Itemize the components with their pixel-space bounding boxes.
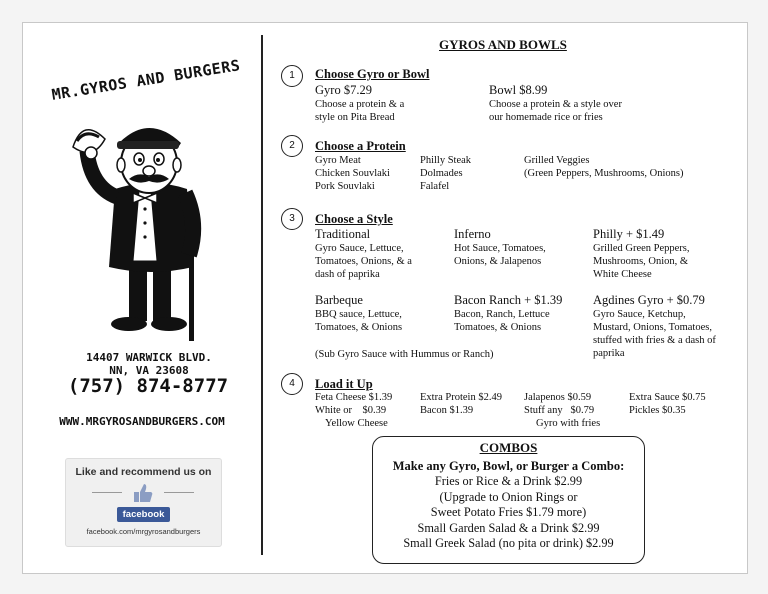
style-title: Barbeque: [315, 293, 363, 307]
style-desc: Tomatoes, & Onions: [315, 322, 403, 333]
protein-item: Falafel: [420, 181, 450, 192]
combos-title: COMBOS: [479, 440, 538, 455]
brand-logo-text: MR.GYROS AND BURGERS: [50, 56, 242, 104]
gyro-desc-1: Choose a protein & a: [315, 99, 405, 110]
style-title: Traditional: [315, 227, 371, 241]
style-desc: dash of paprika: [315, 269, 380, 280]
website-url: WWW.MRGYROSANDBURGERS.COM: [59, 415, 225, 428]
addon-item: Extra Sauce $0.75: [629, 392, 706, 403]
protein-item: Philly Steak: [420, 155, 472, 166]
style-title: Agdines Gyro + $0.79: [593, 293, 705, 307]
thumbs-up-icon: [132, 482, 154, 504]
step-1-heading: Choose Gyro or Bowl: [315, 67, 430, 81]
bowl-desc-2: our homemade rice or fries: [489, 112, 603, 123]
style-desc: paprika: [593, 348, 625, 359]
protein-item: Dolmades: [420, 168, 463, 179]
addon-item: Gyro with fries: [536, 418, 601, 429]
protein-item-note: (Green Peppers, Mushrooms, Onions): [524, 168, 684, 179]
protein-item: Grilled Veggies: [524, 155, 590, 166]
combo-line: Fries or Rice & a Drink $2.99: [434, 474, 583, 488]
style-desc: White Cheese: [593, 269, 652, 280]
facebook-button[interactable]: facebook: [117, 507, 171, 522]
combo-line: Small Garden Salad & a Drink $2.99: [417, 520, 600, 535]
menu-page: [22, 22, 748, 574]
step-4-badge: 4: [281, 373, 303, 395]
column-divider: [261, 35, 263, 555]
combo-line: (Upgrade to Onion Rings or: [439, 489, 578, 504]
style-desc: Onions, & Jalapenos: [454, 256, 542, 267]
step-2-badge: 2: [281, 135, 303, 157]
facebook-like-title: Like and recommend us on: [75, 466, 212, 478]
addon-item: Feta Cheese $1.39: [315, 392, 393, 403]
combos-box: [372, 436, 645, 564]
style-title: Bacon Ranch + $1.39: [454, 293, 563, 307]
protein-item: Gyro Meat: [315, 155, 361, 166]
addon-item: Pickles $0.35: [629, 405, 686, 416]
gyro-title: Gyro $7.29: [315, 83, 372, 97]
style-title: Inferno: [454, 227, 491, 241]
style-desc: stuffed with fries & a dash of: [593, 335, 716, 346]
style-desc: Bacon, Ranch, Lettuce: [454, 309, 550, 320]
style-title: Philly + $1.49: [593, 227, 665, 241]
address-line1: 14407 WARWICK BLVD.: [86, 351, 212, 364]
address: [59, 351, 239, 377]
phone-number: (757) 874-8777: [67, 375, 229, 397]
step-4-heading: Load it Up: [315, 377, 373, 391]
style-desc: Tomatoes, & Onions: [454, 322, 542, 333]
addon-item: Extra Protein $2.49: [420, 392, 502, 403]
address-line2: NN, VA 23608: [109, 364, 189, 377]
step-2-heading: Choose a Protein: [315, 139, 406, 153]
step-1-badge: 1: [281, 65, 303, 87]
facebook-url[interactable]: facebook.com/mrgyrosandburgers: [86, 527, 201, 536]
step-3-heading: Choose a Style: [315, 212, 393, 226]
divider-left: [92, 492, 122, 493]
step-3-badge: 3: [281, 208, 303, 230]
thumbs-up-row: [66, 482, 221, 504]
style-desc: Mushrooms, Onion, &: [593, 256, 689, 267]
addon-item: White or $0.39: [315, 405, 387, 416]
protein-item: Chicken Souvlaki: [315, 168, 390, 179]
style-note: (Sub Gyro Sauce with Hummus or Ranch): [315, 349, 494, 360]
combos-heading: Make any Gyro, Bowl, or Burger a Combo:: [392, 459, 625, 473]
menu-title: GYROS AND BOWLS: [439, 37, 567, 52]
style-desc: Hot Sauce, Tomatoes,: [454, 243, 546, 254]
addon-item: Jalapenos $0.59: [524, 392, 592, 403]
style-desc: Tomatoes, Onions, & a: [315, 256, 412, 267]
combo-line: Small Greek Salad (no pita or drink) $2.99: [403, 536, 614, 550]
style-desc: Gyro Sauce, Ketchup,: [593, 309, 686, 320]
addon-item: Yellow Cheese: [325, 418, 388, 429]
bowl-title: Bowl $8.99: [489, 83, 548, 97]
protein-item: Pork Souvlaki: [315, 181, 375, 192]
addon-item: Stuff any $0.79: [524, 405, 595, 416]
bowl-desc-1: Choose a protein & a style over: [489, 99, 622, 110]
style-desc: BBQ sauce, Lettuce,: [315, 309, 402, 320]
style-desc: Mustard, Onions, Tomatoes,: [593, 322, 712, 333]
mascot-illustration: [67, 101, 217, 341]
combo-line: Sweet Potato Fries $1.79 more): [430, 505, 587, 519]
addon-item: Bacon $1.39: [420, 405, 474, 416]
gyro-desc-2: style on Pita Bread: [315, 112, 395, 123]
divider-right: [164, 492, 194, 493]
style-desc: Gyro Sauce, Lettuce,: [315, 243, 404, 254]
facebook-like-box[interactable]: [65, 458, 222, 547]
style-desc: Grilled Green Peppers,: [593, 243, 690, 254]
